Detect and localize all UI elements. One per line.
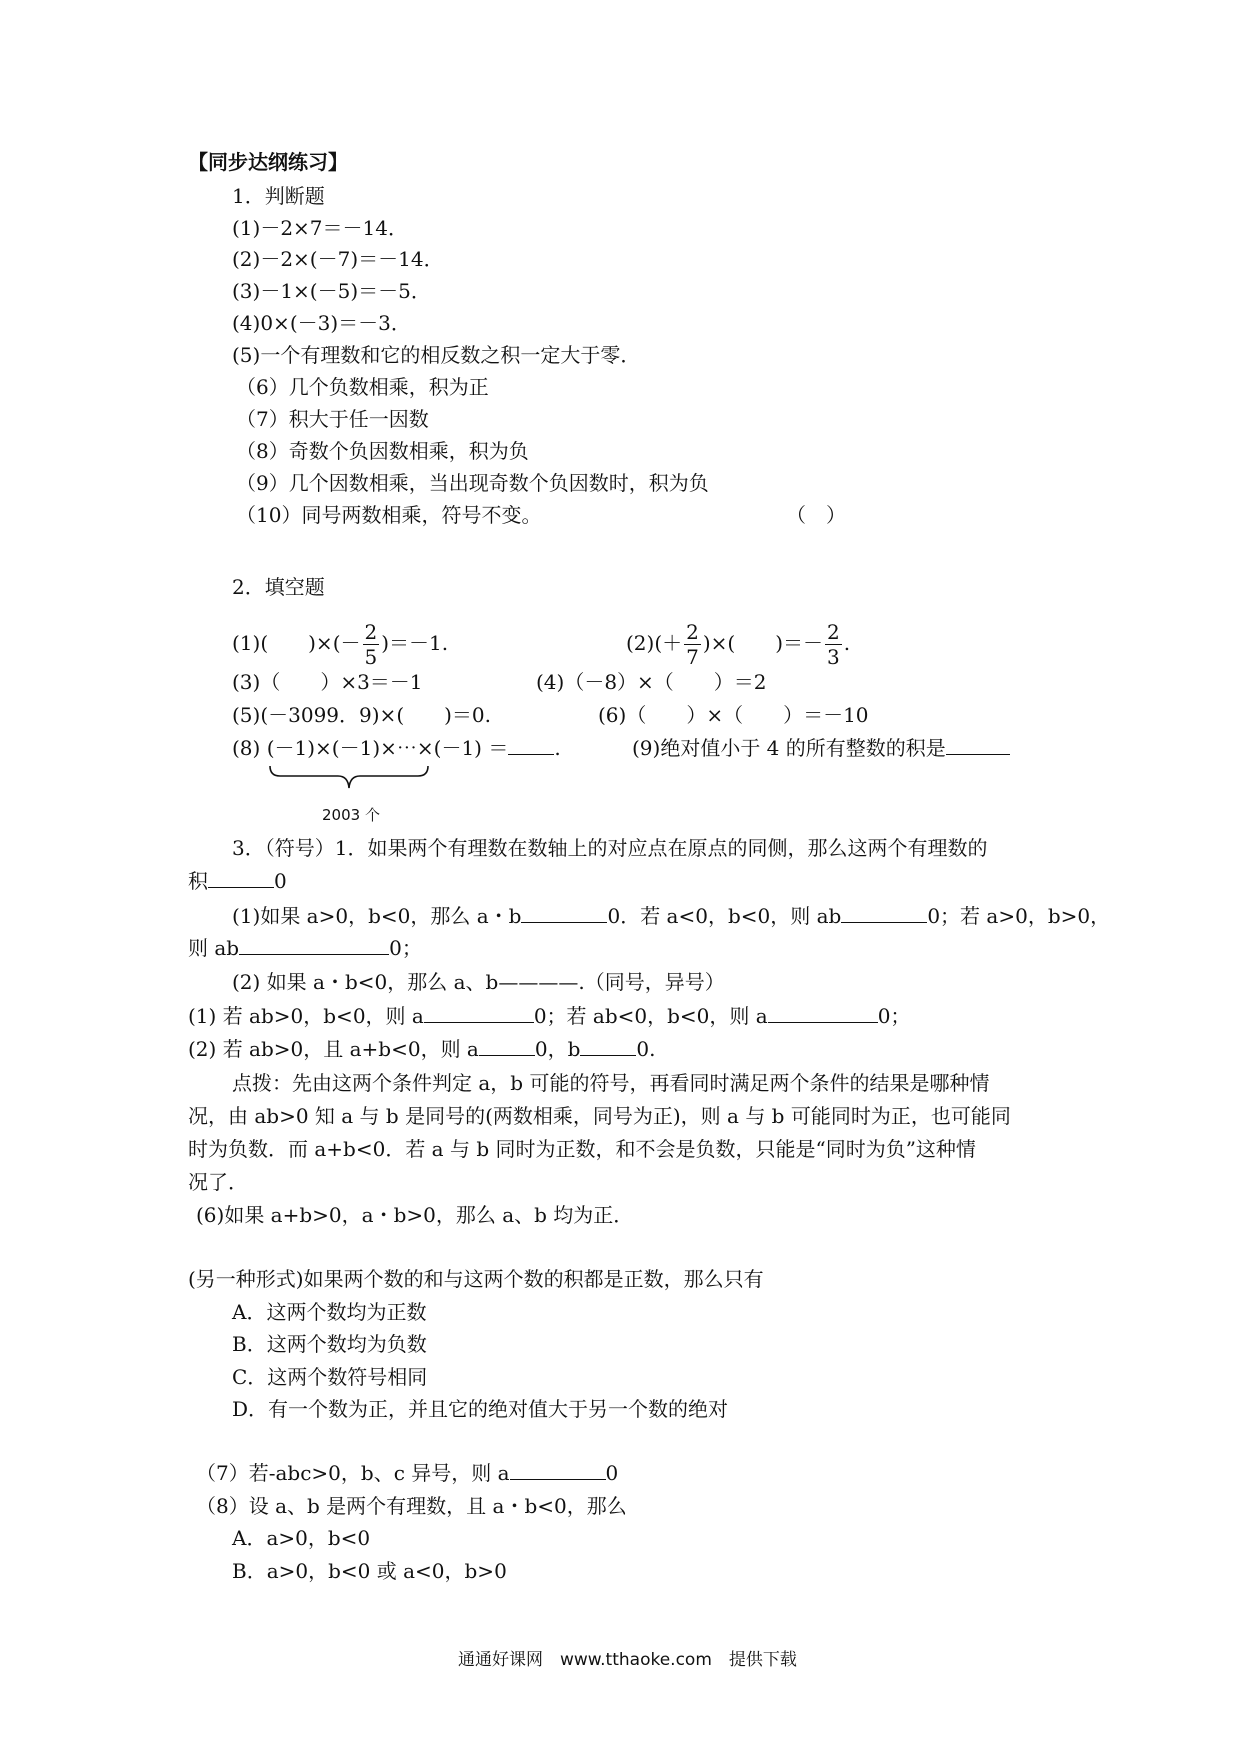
q7 bbox=[196, 1458, 618, 1488]
q3-sub-4-b: 0，b bbox=[534, 1037, 581, 1061]
underbrace bbox=[268, 764, 430, 798]
answer-blank bbox=[208, 867, 274, 888]
q2-part-8 bbox=[232, 733, 561, 763]
q2-p2-mid: )×( )＝－ bbox=[702, 631, 824, 655]
answer-blank bbox=[510, 1459, 606, 1480]
hint-line: 点拨：先由这两个条件判定 a，b 可能的符号，再看同时满足两个条件的结果是哪种情 bbox=[232, 1071, 990, 1095]
q3-sub-3-a: (1) 若 ab>0，b<0，则 a bbox=[188, 1004, 424, 1028]
answer-blank bbox=[479, 1035, 535, 1056]
q2-part-1 bbox=[232, 622, 448, 667]
q2-p8-eq: ＝ bbox=[488, 736, 509, 760]
answer-blank bbox=[946, 734, 1010, 755]
q3-sub-1 bbox=[232, 901, 1110, 931]
hint-line: 况了． bbox=[188, 1170, 248, 1194]
q3-sub-1-a: (1)如果 a>0，b<0，那么 a・b bbox=[232, 904, 522, 928]
q1-item: （9）几个因数相乘，当出现奇数个负因数时，积为负 bbox=[236, 471, 709, 495]
q1-item: (3)－1×(－5)＝－5． bbox=[232, 279, 431, 303]
alt-option: D．有一个数为正，并且它的绝对值大于另一个数的绝对 bbox=[232, 1397, 729, 1421]
q1-item: (4)0×(－3)＝－3． bbox=[232, 311, 411, 335]
q2-p1-pre: (1)( )×(－ bbox=[232, 631, 361, 655]
q3-sub-4-c: 0. bbox=[636, 1037, 656, 1061]
q3-sub-4 bbox=[188, 1034, 655, 1064]
q2-heading: 2．填空题 bbox=[232, 575, 325, 599]
q2-p1-post: )＝－1. bbox=[381, 631, 449, 655]
fraction-numerator: 2 bbox=[686, 620, 699, 644]
alt-option: B．这两个数均为负数 bbox=[232, 1332, 427, 1356]
fraction-numerator: 2 bbox=[364, 620, 378, 644]
page-footer: 通通好课网 www.tthaoke.com 提供下载 bbox=[458, 1650, 797, 1670]
fraction bbox=[684, 622, 701, 667]
q3-sub-1-b: 0．若 a<0，b<0，则 ab bbox=[607, 904, 842, 928]
q3-line-1: 3．（符号）1．如果两个有理数在数轴上的对应点在原点的同侧，那么这两个有理数的 bbox=[232, 836, 988, 860]
q1-item: （10）同号两数相乘，符号不变。 bbox=[236, 503, 542, 527]
q3-sub-3-c: 0； bbox=[877, 1004, 911, 1028]
q2-part-9 bbox=[632, 733, 1010, 763]
fraction-denominator: 7 bbox=[686, 645, 699, 669]
alt-option: A．这两个数均为正数 bbox=[232, 1300, 427, 1324]
q3-line-2-pre: 积 bbox=[188, 869, 208, 893]
q1-item: (5)一个有理数和它的相反数之积一定大于零． bbox=[232, 343, 641, 367]
q1-item: （8）奇数个负因数相乘，积为负 bbox=[236, 439, 529, 463]
q3-sub-1-d: 则 ab bbox=[188, 936, 240, 960]
q2-p2-pre: (2)(＋ bbox=[626, 631, 683, 655]
answer-bracket: （ ） bbox=[786, 503, 846, 527]
answer-blank bbox=[580, 1035, 636, 1056]
q3-sub-3-b: 0；若 ab<0，b<0，则 a bbox=[533, 1004, 768, 1028]
q1-item: (2)－2×(－7)＝－14． bbox=[232, 247, 444, 271]
q3-sub-1-c: 0；若 a>0，b>0， bbox=[927, 904, 1111, 928]
q2-p8-expr: (－1)×(－1)×⋯×(－1) bbox=[266, 736, 482, 760]
alt-option: C．这两个数符号相同 bbox=[232, 1365, 428, 1389]
fraction-denominator: 3 bbox=[827, 645, 840, 669]
q2-p9-text: (9)绝对值小于 4 的所有整数的积是 bbox=[632, 736, 946, 760]
q2-part-5: (5)(－3099．9)×( )＝0. bbox=[232, 703, 492, 727]
q2-part-3: (3)（ ）×3＝－1 bbox=[232, 670, 423, 694]
q7-post: 0 bbox=[605, 1461, 619, 1485]
q2-part-2 bbox=[626, 622, 850, 667]
q1-heading: 1．判断题 bbox=[232, 184, 325, 208]
q2-part-6: (6)（ ）×（ ）＝－10 bbox=[598, 703, 869, 727]
q3-sub-1-e: 0； bbox=[389, 936, 422, 960]
answer-blank bbox=[841, 902, 927, 923]
q1-item: (1)－2×7＝－14． bbox=[232, 216, 408, 240]
q3-sub-6: (6)如果 a+b>0，a・b>0，那么 a、b 均为正． bbox=[196, 1203, 634, 1227]
fraction bbox=[363, 622, 380, 667]
q2-part-4: (4)（－8）×（ ）＝2 bbox=[536, 670, 767, 694]
answer-blank bbox=[239, 934, 389, 955]
fraction bbox=[825, 622, 842, 667]
q7-pre: （7）若-abc>0，b、c 异号，则 a bbox=[196, 1461, 510, 1485]
fraction-numerator: 2 bbox=[827, 620, 840, 644]
q3-sub-4-a: (2) 若 ab>0，且 a+b<0，则 a bbox=[188, 1037, 479, 1061]
answer-blank bbox=[508, 734, 554, 755]
q3-line-2-post: 0 bbox=[274, 869, 287, 893]
q3-line-2 bbox=[188, 866, 287, 896]
hint-line: 时为负数．而 a+b<0．若 a 与 b 同时为正数，和不会是负数，只能是“同时为负”这种情 bbox=[188, 1137, 976, 1161]
q3-sub-1-cont bbox=[188, 933, 422, 963]
answer-blank bbox=[768, 1002, 878, 1023]
q1-item: （6）几个负数相乘，积为正 bbox=[236, 375, 489, 399]
q2-p2-post: . bbox=[843, 631, 851, 655]
q3-sub-2: (2) 如果 a・b<0，那么 a、b————.（同号，异号） bbox=[232, 970, 725, 994]
q2-p8-label: (8) bbox=[232, 736, 261, 760]
q1-item: （7）积大于任一因数 bbox=[236, 407, 429, 431]
underbrace-label: 2003 个 bbox=[322, 806, 380, 824]
q3-sub-3 bbox=[188, 1001, 910, 1031]
q8-stem: （8）设 a、b 是两个有理数，且 a・b<0，那么 bbox=[196, 1494, 627, 1518]
alt-stem: (另一种形式)如果两个数的和与这两个数的积都是正数，那么只有 bbox=[188, 1267, 764, 1291]
q2-p8-end: . bbox=[554, 736, 561, 760]
answer-blank bbox=[424, 1002, 534, 1023]
q8-option: A．a>0，b<0 bbox=[232, 1526, 371, 1550]
hint-line: 况，由 ab>0 知 a 与 b 是同号的(两数相乘，同号为正)，则 a 与 b 可能同时为正，也可能同 bbox=[188, 1104, 1011, 1128]
fraction-denominator: 5 bbox=[364, 645, 378, 669]
q8-option: B．a>0，b<0 或 a<0，b>0 bbox=[232, 1559, 507, 1583]
section-title: 【同步达纲练习】 bbox=[188, 150, 348, 174]
answer-blank bbox=[521, 902, 607, 923]
